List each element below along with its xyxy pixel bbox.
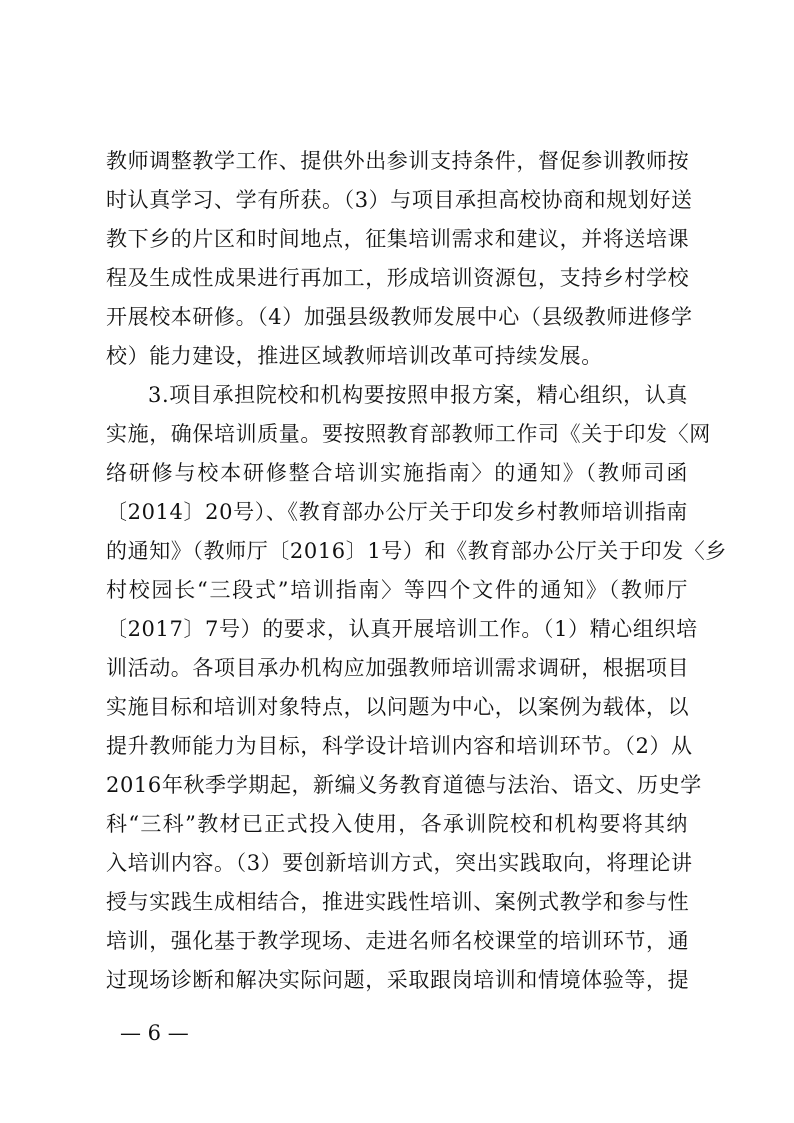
body-text-line: 入培训内容。（3）要创新培训方式，突出实践取向，将理论讲 (106, 851, 693, 875)
body-text-line: 提升教师能力为目标，科学设计培训内容和培训环节。（2）从 (106, 734, 693, 758)
page-number: — 6 — (120, 1021, 189, 1045)
body-text-line: 实施目标和培训对象特点，以问题为中心，以案例为载体，以 (106, 695, 690, 719)
body-text-line: 村校园长“三段式”培训指南〉等四个文件的通知》（教师厅 (106, 578, 688, 602)
body-text-line: 2016年秋季学期起，新编义务教育道德与法治、语文、历史学 (106, 773, 702, 797)
body-text-line: 程及生成性成果进行再加工，形成培训资源包，支持乡村学校 (106, 266, 690, 290)
body-text-line: 时认真学习、学有所获。（3）与项目承担高校协商和规划好送 (106, 188, 693, 212)
body-text-line: 授与实践生成相结合，推进实践性培训、案例式教学和参与性 (106, 890, 690, 914)
body-text-line: 过现场诊断和解决实际问题，采取跟岗培训和情境体验等，提 (106, 968, 690, 992)
body-text-line: 教下乡的片区和时间地点，征集培训需求和建议，并将送培课 (106, 227, 690, 251)
paragraph-first-line: 3.项目承担院校和机构要按照申报方案，精心组织，认真 (148, 383, 688, 407)
body-text-line: 〔2017〕7号）的要求，认真开展培训工作。（1）精心组织培 (106, 617, 698, 641)
body-text-line: 教师调整教学工作、提供外出参训支持条件，督促参训教师按 (106, 149, 690, 173)
body-text-line: 实施，确保培训质量。要按照教育部教师工作司《关于印发〈网 (106, 422, 711, 446)
body-text-line: 〔2014〕20号）、《教育部办公厅关于印发乡村教师培训指南 (106, 500, 688, 524)
body-text-line: 科“三科”教材已正式投入使用，各承训院校和机构要将其纳 (106, 812, 688, 836)
body-text-line: 开展校本研修。（4）加强县级教师发展中心（县级教师进修学 (106, 305, 693, 329)
body-text-line: 的通知》（教师厅〔2016〕1号）和《教育部办公厅关于印发〈乡 (106, 539, 727, 563)
body-text-line: 培训，强化基于教学现场、走进名师名校课堂的培训环节，通 (106, 929, 690, 953)
body-text-line: 校）能力建设，推进区域教师培训改革可持续发展。 (106, 344, 603, 368)
body-text-line: 络研修与校本研修整合培训实施指南〉的通知》（教师司函 (106, 461, 688, 485)
body-text-line: 训活动。各项目承办机构应加强教师培训需求调研，根据项目 (106, 656, 690, 680)
